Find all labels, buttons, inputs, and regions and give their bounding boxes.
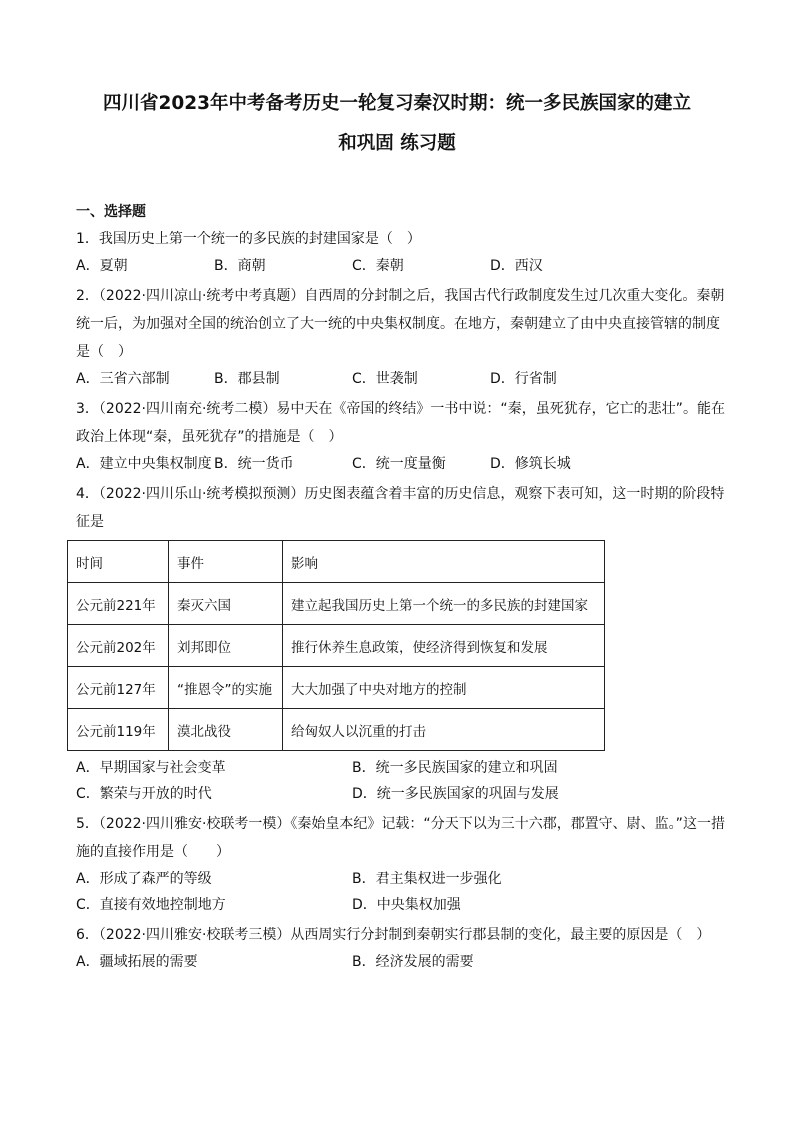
title-line-1: 四川省2023年中考备考历史一轮复习秦汉时期：统一多民族国家的建立: [103, 93, 691, 114]
question-stem-line: 施的直接作用是（ ）: [76, 844, 230, 860]
option-b: B．君主集权进一步强化: [352, 871, 502, 887]
question-stem-line: 3．（2022·四川南充·统考二模）易中天在《帝国的终结》一书中说：“秦，虽死犹存，它亡的悲壮”。能在: [76, 401, 725, 417]
option-a: A．形成了森严的等级: [76, 871, 212, 887]
option-a: A．建立中央集权制度: [76, 456, 212, 472]
table-cell: 建立起我国历史上第一个统一的多民族的封建国家: [283, 583, 605, 625]
section-heading: 一、选择题: [76, 204, 146, 220]
question-stem-line: 征是: [76, 514, 104, 530]
table-cell: 公元前119年: [68, 709, 169, 751]
options-row: [76, 892, 736, 918]
question-4: [76, 480, 736, 807]
document-title: [60, 84, 734, 164]
options-row: [76, 866, 736, 892]
options-row: [76, 366, 736, 392]
options-row: [76, 781, 736, 807]
options-row: [76, 949, 736, 975]
table-cell: 推行休养生息政策，使经济得到恢复和发展: [283, 625, 605, 667]
options-row: [76, 253, 736, 279]
option-c: C．繁荣与开放的时代: [76, 786, 212, 802]
options-row: [76, 451, 736, 477]
question-stem-line: 5．（2022·四川雅安·校联考一模）《秦始皇本纪》记载：“分天下以为三十六郡，郡置守、尉、监。”这一措: [76, 816, 725, 832]
option-a: A．早期国家与社会变革: [76, 760, 226, 776]
option-d: D．修筑长城: [490, 456, 571, 472]
option-b: B．郡县制: [214, 371, 280, 387]
table-cell: 公元前221年: [68, 583, 169, 625]
title-line-2: 和巩固 练习题: [338, 133, 456, 154]
question-3: [76, 395, 736, 477]
option-a: A．夏朝: [76, 258, 128, 274]
option-b: B．统一货币: [214, 456, 294, 472]
option-b: B．经济发展的需要: [352, 954, 474, 970]
option-d: D．中央集权加强: [352, 897, 461, 913]
table-cell: 给匈奴人以沉重的打击: [283, 709, 605, 751]
table-header-cell: 时间: [68, 541, 169, 583]
option-b: B．统一多民族国家的建立和巩固: [352, 760, 558, 776]
table-cell: 公元前202年: [68, 625, 169, 667]
table-cell: 刘邦即位: [169, 625, 283, 667]
question-stem-line: 统一后，为加强对全国的统治创立了大一统的中央集权制度。在地方，秦朝建立了由中央直接管辖的制度: [76, 316, 720, 332]
option-c: C．秦朝: [352, 258, 404, 274]
option-c: C．统一度量衡: [352, 456, 446, 472]
option-c: C．直接有效地控制地方: [76, 897, 226, 913]
question-stem-line: 4．（2022·四川乐山·统考模拟预测）历史图表蕴含着丰富的历史信息，观察下表可知，这一时期的阶段特: [76, 486, 725, 502]
option-c: C．世袭制: [352, 371, 418, 387]
options-row: [76, 755, 736, 781]
question-stem-line: 政治上体现“秦，虽死犹存”的措施是（ ）: [76, 429, 343, 445]
option-b: B．商朝: [214, 258, 266, 274]
table-header-cell: 影响: [283, 541, 605, 583]
question-stem-line: 2．（2022·四川凉山·统考中考真题）自西周的分封制之后，我国古代行政制度发生过几次重大变化。秦朝: [76, 288, 725, 304]
table-header-row: [68, 541, 605, 583]
table-cell: 秦灭六国: [169, 583, 283, 625]
question-6: [76, 921, 736, 975]
option-a: A．三省六部制: [76, 371, 170, 387]
table-row: [68, 667, 605, 709]
table-cell: 大大加强了中央对地方的控制: [283, 667, 605, 709]
table-row: [68, 625, 605, 667]
option-d: D．统一多民族国家的巩固与发展: [352, 786, 559, 802]
question-stem: 6．（2022·四川雅安·校联考三模）从西周实行分封制到秦朝实行郡县制的变化，最主要的原因是（ ）: [76, 927, 711, 943]
question-2: [76, 282, 736, 392]
option-a: A．疆域拓展的需要: [76, 954, 198, 970]
table-row: [68, 709, 605, 751]
option-d: D．西汉: [490, 258, 543, 274]
question-list: [76, 199, 736, 978]
table-cell: 公元前127年: [68, 667, 169, 709]
table-cell: “推恩令”的实施: [169, 667, 283, 709]
question-stem: 1．我国历史上第一个统一的多民族的封建国家是（ ）: [76, 231, 421, 247]
history-table: [67, 540, 605, 751]
table-header-cell: 事件: [169, 541, 283, 583]
question-1: [76, 225, 736, 279]
option-d: D．行省制: [490, 371, 557, 387]
question-stem-line: 是（ ）: [76, 344, 132, 360]
table-cell: 漠北战役: [169, 709, 283, 751]
question-5: [76, 810, 736, 918]
table-row: [68, 583, 605, 625]
